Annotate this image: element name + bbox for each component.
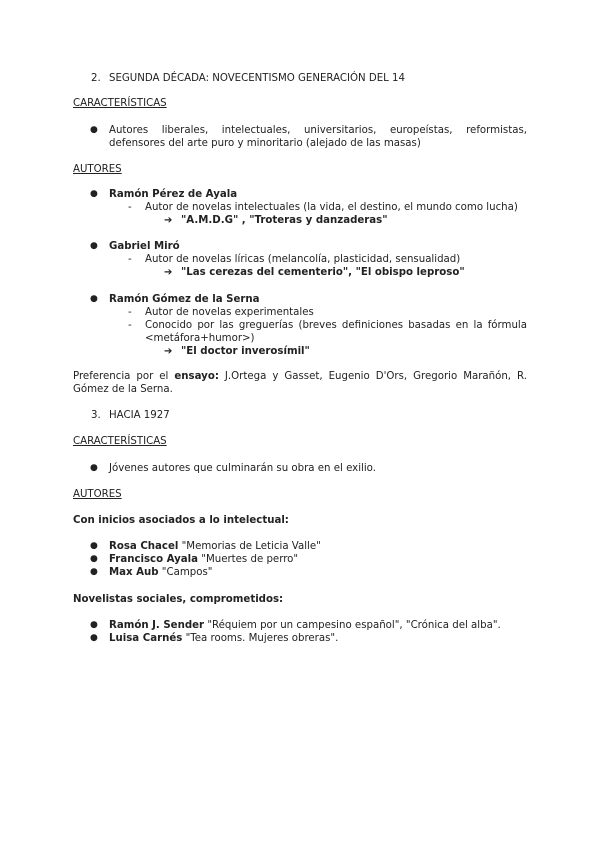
bullet-icon: ●: [90, 554, 98, 564]
caracteristicas-heading: CARACTERÍSTICAS: [73, 436, 167, 447]
author-detail: Conocido por las greguerías (breves definiciones basadas en la fórmula: [145, 320, 527, 331]
author-work: "Tea rooms. Mujeres obreras".: [182, 633, 339, 644]
section-3-number: 3.: [91, 410, 101, 421]
bullet-icon: ●: [90, 241, 98, 251]
author-work: "Campos": [158, 567, 213, 578]
author-works: "El doctor inverosímil": [181, 346, 310, 357]
list-item: [109, 632, 338, 645]
autores-heading: AUTORES: [73, 164, 122, 175]
ensayo-prefix: Preferencia por el: [73, 371, 175, 382]
caracteristica-line-2: defensores del arte puro y minoritario (alejado de las masas): [109, 138, 421, 149]
bullet-icon: ●: [90, 125, 98, 135]
ensayo-line-1: [73, 370, 527, 383]
author-name: Rosa Chacel: [109, 541, 179, 552]
arrow-icon: ➔: [164, 346, 173, 357]
bullet-icon: ●: [90, 567, 98, 577]
author-works: "A.M.D.G" , "Troteras y danzaderas": [181, 215, 388, 226]
author-work: "Muertes de perro": [198, 554, 299, 565]
caracteristicas-heading: CARACTERÍSTICAS: [73, 98, 167, 109]
bullet-icon: ●: [90, 633, 98, 643]
dash-icon: -: [128, 320, 132, 331]
caracteristica-line: Jóvenes autores que culminarán su obra en el exilio.: [109, 463, 376, 474]
author-name: Gabriel Miró: [109, 241, 180, 252]
bullet-icon: ●: [90, 463, 98, 473]
author-work: "Réquiem por un campesino español", "Crónica del alba".: [204, 620, 501, 631]
group-heading: Novelistas sociales, comprometidos:: [73, 594, 284, 605]
list-item: [109, 540, 321, 553]
autores-heading: AUTORES: [73, 489, 122, 500]
bullet-icon: ●: [90, 294, 98, 304]
bullet-icon: ●: [90, 189, 98, 199]
section-3-title: HACIA 1927: [109, 410, 170, 421]
author-detail: Autor de novelas líricas (melancolía, plasticidad, sensualidad): [145, 254, 461, 265]
section-2-number: 2.: [91, 73, 101, 84]
bullet-icon: ●: [90, 541, 98, 551]
list-item: [109, 619, 501, 632]
author-name: Ramón J. Sender: [109, 620, 205, 631]
author-detail: <metáfora+humor>): [145, 333, 255, 344]
arrow-icon: ➔: [164, 267, 173, 278]
ensayo-authors: J.Ortega y Gasset, Eugenio D'Ors, Gregorio Marañón, R.: [218, 371, 527, 382]
author-name: Ramón Pérez de Ayala: [109, 189, 238, 200]
arrow-icon: ➔: [164, 215, 173, 226]
section-2-title: SEGUNDA DÉCADA: NOVECENTISMO GENERACIÓN DEL 14: [109, 73, 406, 84]
author-detail: Autor de novelas intelectuales (la vida, el destino, el mundo como lucha): [145, 202, 518, 213]
author-detail: Autor de novelas experimentales: [145, 307, 314, 318]
author-name: Luisa Carnés: [109, 633, 183, 644]
dash-icon: -: [128, 254, 132, 265]
ensayo-line-2: Gómez de la Serna.: [73, 384, 173, 395]
dash-icon: -: [128, 202, 132, 213]
author-name: Francisco Ayala: [109, 554, 199, 565]
author-works: "Las cerezas del cementerio", "El obispo leproso": [181, 267, 465, 278]
list-item: [109, 566, 212, 579]
ensayo-keyword: ensayo:: [174, 371, 219, 382]
group-heading: Con inicios asociados a lo intelectual:: [73, 515, 289, 526]
bullet-icon: ●: [90, 620, 98, 630]
author-name: Max Aub: [109, 567, 159, 578]
caracteristica-line-1: Autores liberales, intelectuales, universitarios, europeístas, reformistas,: [109, 125, 527, 136]
author-name: Ramón Gómez de la Serna: [109, 294, 260, 305]
list-item: [109, 553, 298, 566]
dash-icon: -: [128, 307, 132, 318]
author-work: "Memorias de Leticia Valle": [178, 541, 321, 552]
